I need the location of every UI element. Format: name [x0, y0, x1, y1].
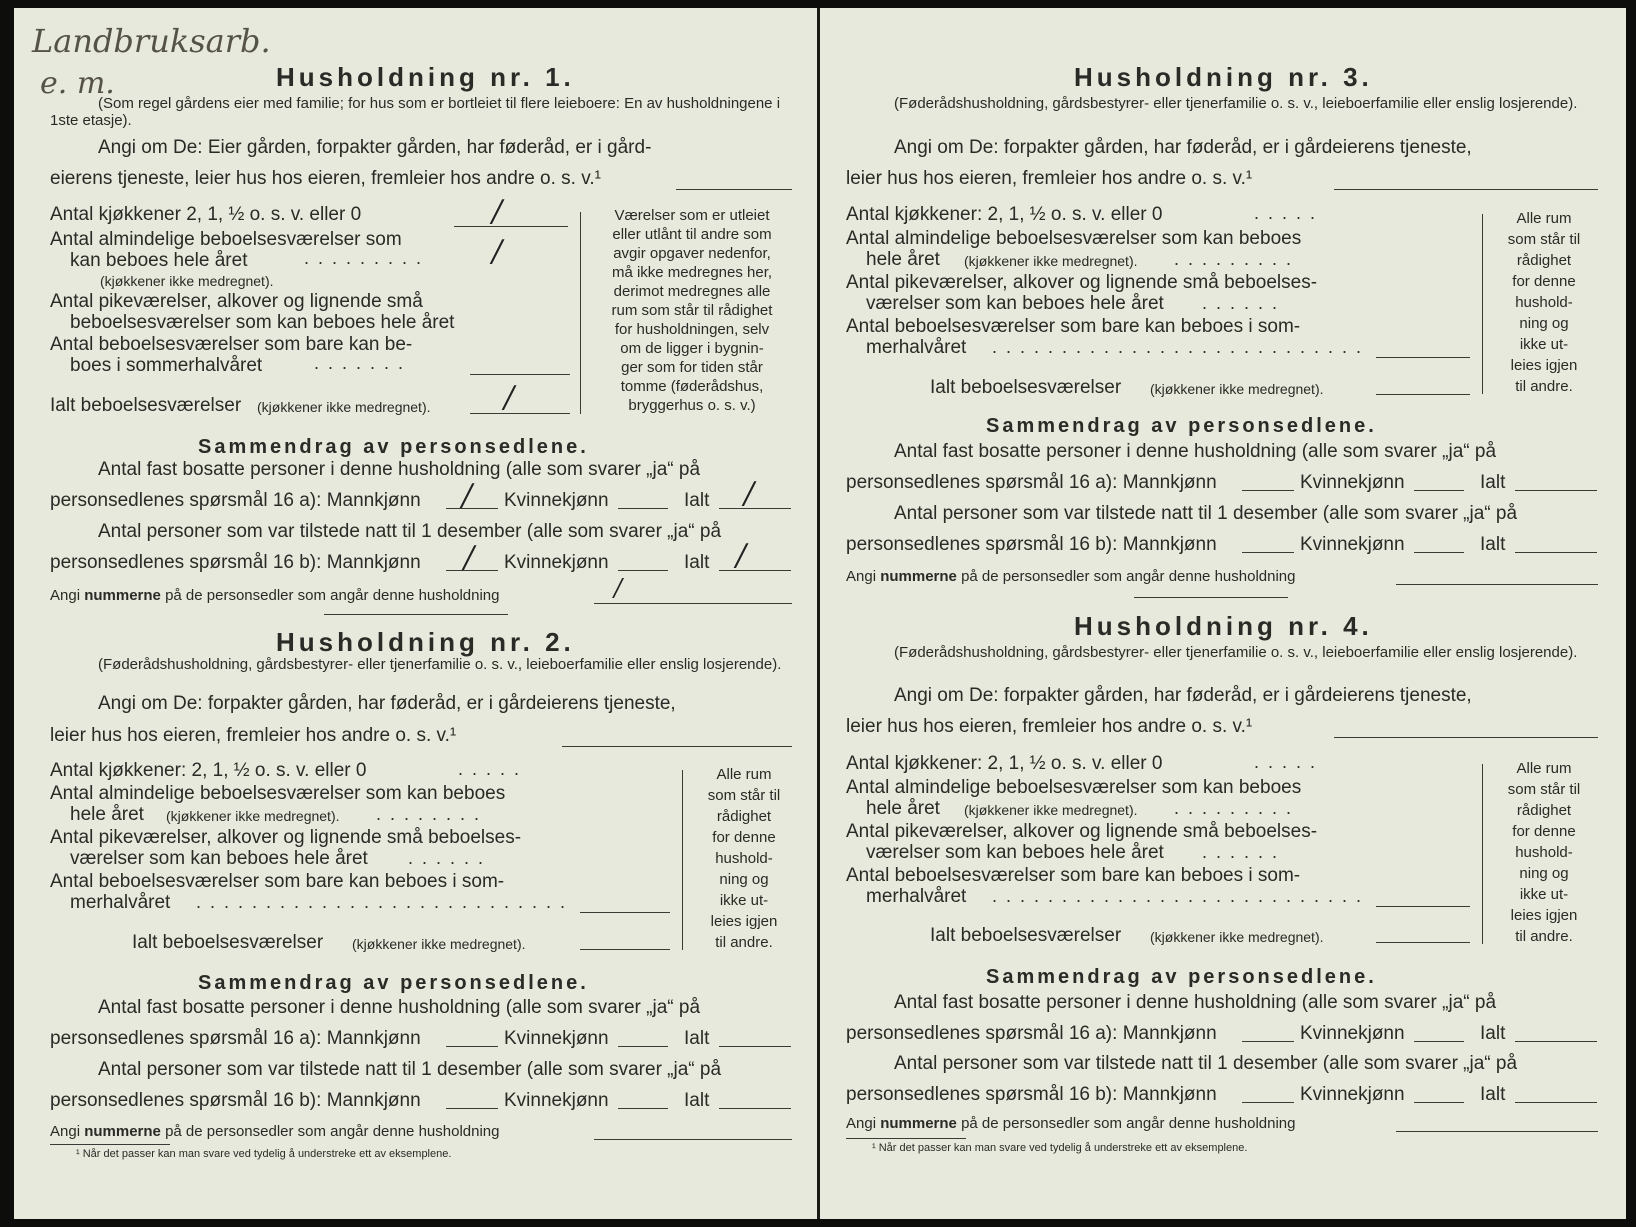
- household-1-fast-2: personsedlenes spørsmål 16 a): Mannkjønn: [50, 490, 421, 511]
- household-3-pike-2: værelser som kan beboes hele året: [866, 293, 1164, 314]
- household-1-kvinne-a: Kvinnekjønn: [504, 490, 609, 511]
- household-2-pike-2: værelser som kan beboes hele året: [70, 848, 368, 869]
- answer-line: [1376, 394, 1470, 395]
- household-2-side-note: [694, 764, 794, 953]
- footnote-rule: [50, 1144, 170, 1145]
- side-note-line: til andre.: [1515, 378, 1573, 395]
- answer-line: [1515, 490, 1597, 491]
- brace: [1482, 214, 1483, 394]
- entry-ialt: /: [504, 380, 515, 415]
- leader-dots: .........: [304, 248, 431, 268]
- answer-line: [1414, 552, 1464, 553]
- household-3-side-note: [1494, 208, 1594, 397]
- nummerne-suffix: på de personsedler som angår denne husholdning: [165, 587, 500, 604]
- side-note-line: ning og: [1519, 315, 1569, 332]
- answer-line: [562, 746, 792, 747]
- household-3-tilstede-2: personsedlenes spørsmål 16 b): Mannkjønn: [846, 534, 1217, 555]
- answer-line: [1414, 1102, 1464, 1103]
- side-note-line: rum som står til rådighet: [611, 302, 773, 319]
- answer-line: [594, 603, 792, 604]
- brace: [682, 770, 683, 950]
- side-note-line: rådighet: [1516, 252, 1572, 269]
- household-1-angi-line1: Angi om De: Eier gården, forpakter gården, har føderåd, er i gård-: [98, 137, 652, 158]
- leader-dots: .......: [314, 353, 413, 373]
- household-4-pike-1: Antal pikeværelser, alkover og lignende små beboelses-: [846, 821, 1318, 842]
- side-note-line: rådighet: [1516, 802, 1572, 819]
- household-4-kjokkener: Antal kjøkkener: 2, 1, ½ o. s. v. eller 0: [846, 753, 1163, 774]
- household-4-sommer-1: Antal beboelsesværelser som bare kan beboes i som-: [846, 865, 1301, 886]
- household-3-summary-title: Sammendrag av personsedlene.: [986, 415, 1377, 437]
- household-4-tilstede-2: personsedlenes spørsmål 16 b): Mannkjønn: [846, 1084, 1217, 1105]
- section-divider: [1134, 597, 1288, 598]
- answer-line: [1334, 737, 1598, 738]
- household-4-title: Husholdning nr. 4.: [1074, 611, 1373, 641]
- leader-dots: ...........................: [992, 337, 1371, 357]
- household-1-title: Husholdning nr. 1.: [276, 62, 575, 92]
- answer-line: [1376, 942, 1470, 943]
- nummerne-bold: nummerne: [84, 587, 161, 604]
- household-1-kjokkener: Antal kjøkkener 2, 1, ½ o. s. v. eller 0: [50, 204, 362, 225]
- side-note-line: som står til: [1507, 231, 1581, 248]
- household-2-fast-2: personsedlenes spørsmål 16 a): Mannkjønn: [50, 1028, 421, 1049]
- entry-kjokkener: /: [492, 194, 503, 229]
- answer-line: [1242, 1102, 1294, 1103]
- household-3-ialt-b: Ialt: [1480, 534, 1506, 555]
- nummerne-prefix: Angi: [50, 587, 81, 604]
- leader-dots: ......: [1202, 842, 1287, 862]
- household-2-footnote: ¹ Når det passer kan man svare ved tydelig å understreke ett av eksemplene.: [76, 1148, 452, 1160]
- entry-mann-a: /: [462, 478, 473, 513]
- household-3-pike-1: Antal pikeværelser, alkover og lignende små beboelses-: [846, 272, 1318, 293]
- household-4-side-note: [1494, 758, 1594, 947]
- household-4-ialt-a: Ialt: [1480, 1023, 1506, 1044]
- leader-dots: .........: [1174, 798, 1301, 818]
- household-3-angi-line2: leier hus hos eieren, fremleier hos andre o. s. v.¹: [846, 168, 1253, 189]
- answer-line: [1242, 552, 1294, 553]
- household-3-note: (Føderådshusholdning, gårdsbestyrer- eller tjenerfamilie o. s. v., leieboerfamilie eller enslig losjerende).: [894, 95, 1578, 112]
- household-2-note: (Føderådshusholdning, gårdsbestyrer- eller tjenerfamilie o. s. v., leieboerfamilie eller enslig losjerende).: [98, 656, 782, 673]
- household-1-sommer-1: Antal beboelsesværelser som bare kan be-: [50, 334, 413, 355]
- answer-line: [580, 949, 670, 950]
- household-2-ialt-label: Ialt beboelsesværelser: [132, 932, 324, 953]
- household-2-summary-title: Sammendrag av personsedlene.: [198, 972, 589, 994]
- household-3-ialt-a: Ialt: [1480, 472, 1506, 493]
- household-3-almindelige-2: hele året: [866, 249, 940, 270]
- answer-line: [470, 413, 570, 414]
- household-2-kjokkener-ikke: (kjøkkener ikke medregnet).: [166, 808, 340, 824]
- footnote-rule: [846, 1138, 966, 1139]
- side-note-line: om de ligger i bygnin-: [620, 340, 764, 357]
- household-3-almindelige-1: Antal almindelige beboelsesværelser som kan beboes: [846, 228, 1302, 249]
- household-3-kvinne-a: Kvinnekjønn: [1300, 472, 1405, 493]
- side-note-line: leies igjen: [1510, 907, 1578, 924]
- household-4-ialt-small: (kjøkkener ikke medregnet).: [1150, 929, 1324, 945]
- side-note-line: ning og: [719, 871, 769, 888]
- household-1-angi-line2: eierens tjeneste, leier hus hos eieren, fremleier hos andre o. s. v.¹: [50, 168, 601, 189]
- household-2-almindelige-2: hele året: [70, 804, 144, 825]
- side-note-line: hushold-: [715, 850, 773, 867]
- household-1-sommer-2: boes i sommerhalvåret: [70, 355, 263, 376]
- side-note-line: for denne: [712, 829, 776, 846]
- leader-dots: .....: [458, 759, 529, 779]
- nummerne-suffix: på de personsedler som angår denne husholdning: [961, 568, 1296, 585]
- household-3-sommer-2: merhalvåret: [866, 337, 967, 358]
- leader-dots: .........: [1174, 249, 1301, 269]
- household-2-kvinne-a: Kvinnekjønn: [504, 1028, 609, 1049]
- nummerne-suffix: på de personsedler som angår denne husholdning: [961, 1115, 1296, 1132]
- household-4-note: (Føderådshusholdning, gårdsbestyrer- eller tjenerfamilie o. s. v., leieboerfamilie eller enslig losjerende).: [894, 644, 1578, 661]
- answer-line: [676, 189, 792, 190]
- nummerne-prefix: Angi: [50, 1123, 81, 1140]
- side-note-line: Alle rum: [716, 766, 772, 783]
- answer-line: [1376, 906, 1470, 907]
- household-4-kvinne-b: Kvinnekjønn: [1300, 1084, 1405, 1105]
- left-page: [14, 8, 817, 1219]
- household-3-nummerne: [846, 569, 1295, 586]
- nummerne-bold: nummerne: [84, 1123, 161, 1140]
- nummerne-bold: nummerne: [880, 568, 957, 585]
- answer-line: [446, 1046, 498, 1047]
- answer-line: [1414, 1041, 1464, 1042]
- side-note-line: leies igjen: [1510, 357, 1578, 374]
- answer-line: [1396, 584, 1598, 585]
- side-note-line: må ikke medregnes her,: [611, 264, 773, 281]
- household-2-almindelige-1: Antal almindelige beboelsesværelser som kan beboes: [50, 783, 506, 804]
- side-note-line: ger som for tiden står: [621, 359, 763, 376]
- household-1-ialt-label: Ialt beboelsesværelser: [50, 395, 242, 416]
- entry-ialt-b: /: [736, 538, 747, 573]
- brace: [1482, 764, 1483, 944]
- household-2-kvinne-b: Kvinnekjønn: [504, 1090, 609, 1111]
- section-divider: [324, 614, 508, 615]
- household-1-pike-1: Antal pikeværelser, alkover og lignende små: [50, 291, 423, 312]
- household-3-sommer-1: Antal beboelsesværelser som bare kan beboes i som-: [846, 316, 1301, 337]
- nummerne-prefix: Angi: [846, 568, 877, 585]
- answer-line: [1414, 490, 1464, 491]
- brace: [580, 212, 581, 414]
- answer-line: [446, 1108, 498, 1109]
- household-4-ialt-b: Ialt: [1480, 1084, 1506, 1105]
- side-note-line: hushold-: [1515, 294, 1573, 311]
- household-2-fast-1: Antal fast bosatte personer i denne husholdning (alle som svarer „ja“ på: [98, 997, 701, 1018]
- side-note-line: bryggerhus o. s. v.): [628, 397, 756, 414]
- leader-dots: ........: [376, 804, 489, 824]
- answer-line: [1242, 1041, 1294, 1042]
- household-4-sommer-2: merhalvåret: [866, 886, 967, 907]
- side-note-line: til andre.: [715, 934, 773, 951]
- household-4-angi-line1: Angi om De: forpakter gården, har føderåd, er i gårdeierens tjeneste,: [894, 685, 1472, 706]
- household-3-fast-2: personsedlenes spørsmål 16 a): Mannkjønn: [846, 472, 1217, 493]
- household-3-kjokkener: Antal kjøkkener: 2, 1, ½ o. s. v. eller 0: [846, 204, 1163, 225]
- household-3-kjokkener-ikke: (kjøkkener ikke medregnet).: [964, 253, 1138, 269]
- leader-dots: ...........................: [196, 892, 575, 912]
- answer-line: [719, 508, 791, 509]
- side-note-line: for denne: [1512, 273, 1576, 290]
- household-3-ialt-small: (kjøkkener ikke medregnet).: [1150, 381, 1324, 397]
- side-note-line: leies igjen: [710, 913, 778, 930]
- side-note-line: ikke ut-: [719, 892, 769, 909]
- household-4-fast-2: personsedlenes spørsmål 16 a): Mannkjønn: [846, 1023, 1217, 1044]
- side-note-line: hushold-: [1515, 844, 1573, 861]
- household-4-summary-title: Sammendrag av personsedlene.: [986, 966, 1377, 988]
- household-4-ialt-label: Ialt beboelsesværelser: [930, 925, 1122, 946]
- household-1-ialt-small: (kjøkkener ikke medregnet).: [257, 399, 431, 415]
- household-1-kjokkener-ikke: (kjøkkener ikke medregnet).: [100, 273, 274, 289]
- leader-dots: ...........................: [992, 886, 1371, 906]
- side-note-line: ikke ut-: [1519, 336, 1569, 353]
- household-2-sommer-2: merhalvåret: [70, 892, 171, 913]
- answer-line: [1515, 1102, 1597, 1103]
- household-1-ialt-a: Ialt: [684, 490, 710, 511]
- household-2-tilstede-2: personsedlenes spørsmål 16 b): Mannkjønn: [50, 1090, 421, 1111]
- leader-dots: ......: [408, 848, 493, 868]
- household-3-fast-1: Antal fast bosatte personer i denne husholdning (alle som svarer „ja“ på: [894, 441, 1497, 462]
- household-2-ialt-b: Ialt: [684, 1090, 710, 1111]
- household-1-ialt-b: Ialt: [684, 552, 710, 573]
- side-note-line: ikke ut-: [1519, 886, 1569, 903]
- household-2-angi-line2: leier hus hos eieren, fremleier hos andre o. s. v.¹: [50, 725, 457, 746]
- handwritten-note-1: Landbruksarb.: [32, 22, 271, 60]
- side-note-line: avgir opgaver nedenfor,: [613, 245, 771, 262]
- answer-line: [1515, 1041, 1597, 1042]
- household-2-kjokkener: Antal kjøkkener: 2, 1, ½ o. s. v. eller 0: [50, 760, 367, 781]
- nummerne-suffix: på de personsedler som angår denne husholdning: [165, 1123, 500, 1140]
- household-1-side-note: [592, 206, 792, 415]
- side-note-line: Værelser som er utleiet: [614, 207, 770, 224]
- household-2-pike-1: Antal pikeværelser, alkover og lignende små beboelses-: [50, 827, 522, 848]
- handwritten-note-2: e. m.: [40, 66, 115, 101]
- entry-ialt-a: /: [744, 476, 755, 511]
- household-1-almindelige-1: Antal almindelige beboelsesværelser som: [50, 229, 402, 250]
- household-3-ialt-label: Ialt beboelsesværelser: [930, 377, 1122, 398]
- answer-line: [719, 1046, 791, 1047]
- nummerne-prefix: Angi: [846, 1115, 877, 1132]
- right-page: [820, 8, 1626, 1219]
- side-note-line: ning og: [1519, 865, 1569, 882]
- answer-line: [1396, 1131, 1598, 1132]
- side-note-line: for husholdningen, selv: [614, 321, 770, 338]
- side-note-line: Alle rum: [1516, 210, 1572, 227]
- household-4-footnote: ¹ Når det passer kan man svare ved tydelig å understreke ett av eksemplene.: [872, 1142, 1248, 1154]
- household-4-nummerne: [846, 1116, 1295, 1133]
- household-2-ialt-small: (kjøkkener ikke medregnet).: [352, 936, 526, 952]
- side-note-line: for denne: [1512, 823, 1576, 840]
- household-2-angi-line1: Angi om De: forpakter gården, har føderåd, er i gårdeierens tjeneste,: [98, 693, 676, 714]
- entry-mann-b: /: [464, 540, 475, 575]
- household-1-summary-title: Sammendrag av personsedlene.: [198, 436, 589, 458]
- household-1-nummerne: [50, 588, 499, 605]
- household-1-pike-2: beboelsesværelser som kan beboes hele året: [70, 312, 455, 333]
- entry-almindelige: /: [492, 234, 503, 269]
- household-3-title: Husholdning nr. 3.: [1074, 62, 1373, 92]
- household-2-title: Husholdning nr. 2.: [276, 627, 575, 657]
- household-4-fast-1: Antal fast bosatte personer i denne husholdning (alle som svarer „ja“ på: [894, 992, 1497, 1013]
- household-1-kvinne-b: Kvinnekjønn: [504, 552, 609, 573]
- leader-dots: .....: [1254, 752, 1325, 772]
- household-4-kvinne-a: Kvinnekjønn: [1300, 1023, 1405, 1044]
- household-4-kjokkener-ikke: (kjøkkener ikke medregnet).: [964, 802, 1138, 818]
- household-2-ialt-a: Ialt: [684, 1028, 710, 1049]
- household-2-tilstede-1: Antal personer som var tilstede natt til 1 desember (alle som svarer „ja“ på: [98, 1059, 722, 1080]
- side-note-line: som står til: [707, 787, 781, 804]
- side-note-line: til andre.: [1515, 928, 1573, 945]
- answer-line: [1515, 552, 1597, 553]
- household-4-almindelige-1: Antal almindelige beboelsesværelser som kan beboes: [846, 777, 1302, 798]
- answer-line: [719, 570, 791, 571]
- entry-nummerne: /: [614, 574, 623, 602]
- side-note-line: som står til: [1507, 781, 1581, 798]
- household-3-tilstede-1: Antal personer som var tilstede natt til 1 desember (alle som svarer „ja“ på: [894, 503, 1518, 524]
- answer-line: [1334, 189, 1598, 190]
- answer-line: [618, 508, 668, 509]
- household-3-angi-line1: Angi om De: forpakter gården, har føderåd, er i gårdeierens tjeneste,: [894, 137, 1472, 158]
- household-3-kvinne-b: Kvinnekjønn: [1300, 534, 1405, 555]
- household-2-sommer-1: Antal beboelsesværelser som bare kan beboes i som-: [50, 871, 505, 892]
- answer-line: [580, 912, 670, 913]
- leader-dots: .....: [1254, 203, 1325, 223]
- answer-line: [1242, 490, 1294, 491]
- household-4-angi-line2: leier hus hos eieren, fremleier hos andre o. s. v.¹: [846, 716, 1253, 737]
- household-4-tilstede-1: Antal personer som var tilstede natt til 1 desember (alle som svarer „ja“ på: [894, 1053, 1518, 1074]
- side-note-line: Alle rum: [1516, 760, 1572, 777]
- household-4-almindelige-2: hele året: [866, 798, 940, 819]
- answer-line: [454, 226, 568, 227]
- side-note-line: derimot medregnes alle: [613, 283, 771, 300]
- nummerne-bold: nummerne: [880, 1115, 957, 1132]
- answer-line: [594, 1139, 792, 1140]
- household-1-tilstede-1: Antal personer som var tilstede natt til 1 desember (alle som svarer „ja“ på: [98, 521, 722, 542]
- side-note-line: tomme (føderådshus,: [620, 378, 764, 395]
- answer-line: [618, 570, 668, 571]
- side-note-line: eller utlånt til andre som: [612, 226, 772, 243]
- household-1-tilstede-2: personsedlenes spørsmål 16 b): Mannkjønn: [50, 552, 421, 573]
- household-1-note: (Som regel gårdens eier med familie; for hus som er bortleiet til flere leieboere: En av husholdningene i 1ste etasje).: [50, 95, 781, 129]
- household-1-almindelige-2: kan beboes hele året: [70, 250, 248, 271]
- side-note-line: rådighet: [716, 808, 772, 825]
- answer-line: [618, 1046, 668, 1047]
- answer-line: [1376, 357, 1470, 358]
- household-1-fast-1: Antal fast bosatte personer i denne husholdning (alle som svarer „ja“ på: [98, 459, 701, 480]
- answer-line: [719, 1108, 791, 1109]
- household-2-nummerne: [50, 1124, 499, 1141]
- answer-line: [470, 374, 570, 375]
- household-4-pike-2: værelser som kan beboes hele året: [866, 842, 1164, 863]
- answer-line: [618, 1108, 668, 1109]
- leader-dots: ......: [1202, 293, 1287, 313]
